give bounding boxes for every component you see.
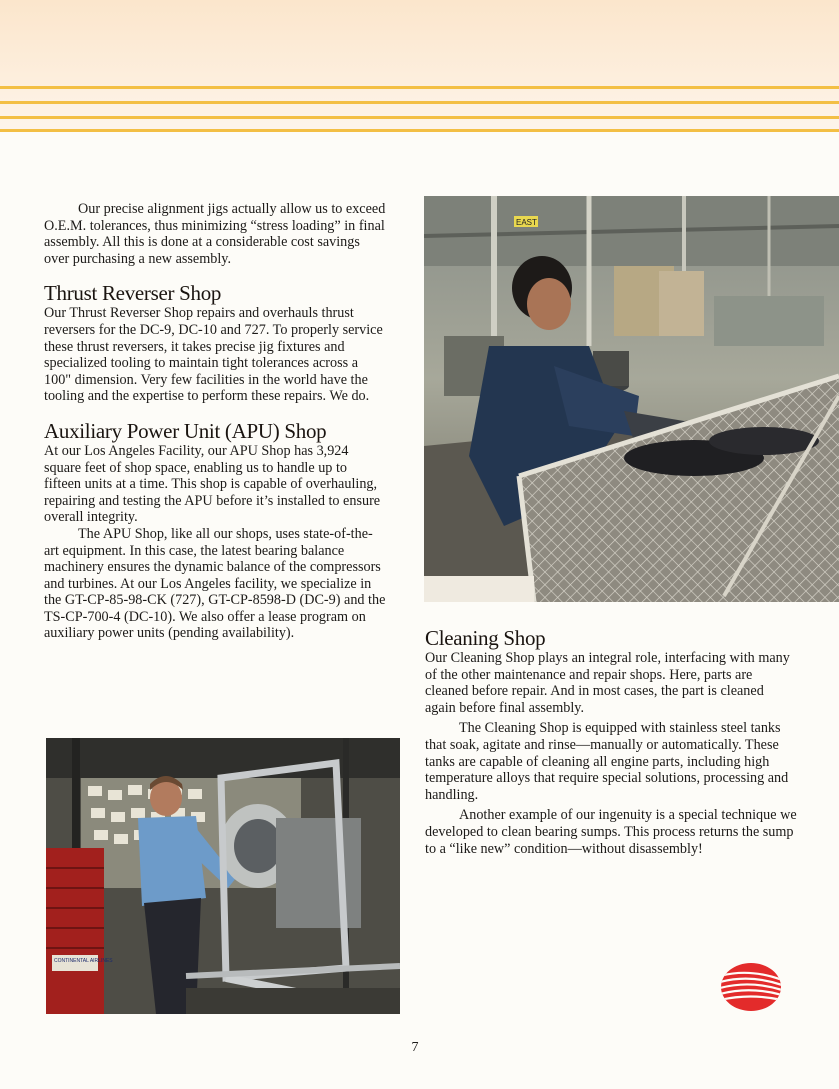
cabinet-label: CONTINENTAL AIRLINES	[54, 958, 113, 964]
continental-globe-logo	[720, 962, 782, 1012]
cleaning-paragraph-1: Our Cleaning Shop plays an integral role, interfacing with many of the other maintenance and repair shops. Here, parts are cleaned before repair. And in most cases, the part is cleaned again before final assembly.	[425, 650, 790, 716]
left-column	[44, 201, 386, 642]
apu-paragraph-1: At our Los Angeles Facility, our APU Shop has 3,924 square feet of shop space, enabling us to handle up to fifteen units at a time. This shop is capable of overhauling, repairing and testing the APU before it’s installed to ensure overall integrity.	[44, 442, 381, 526]
cleaning-shop-illustration	[424, 196, 839, 602]
header-stripe	[0, 129, 839, 132]
cleaning-heading: Cleaning Shop	[425, 626, 546, 650]
cleaning-paragraph-2: The Cleaning Shop is equipped with stainless steel tanks that soak, agitate and rinse—manually or automatically. These tanks are capable of cleaning all engine parts, including high temperature alloys that require special solutions, processing and handling.	[425, 720, 789, 803]
intro-paragraph: Our precise alignment jigs actually allow us to exceed O.E.M. tolerances, thus minimizing “stress loading” in final assembly. All this is done at a considerable cost savings over purchasing a new assembly.	[44, 201, 386, 267]
thrust-reverser-heading: Thrust Reverser Shop	[44, 281, 222, 306]
cleaning-shop-photo	[424, 196, 839, 602]
thrust-reverser-paragraph: Our Thrust Reverser Shop repairs and overhauls thrust reversers for the DC-9, DC-10 and 727. To properly service these thrust reversers, it takes precise jig fixtures and specialized tooling to maintain tight tolerances across a 100" dimension. Very few facilities in the world have the tooling and the expertise to perform these repairs. We do.	[44, 305, 383, 405]
header-band	[0, 0, 839, 132]
header-stripe	[0, 86, 839, 89]
cleaning-paragraph-3: Another example of our ingenuity is a special technique we developed to clean bearing sumps. This process returns the sump to a “like new” condition—without disassembly!	[425, 807, 797, 857]
apu-paragraph-2: The APU Shop, like all our shops, uses state-of-the-art equipment. In this case, the latest bearing balance machinery ensures the dynamic balance of the compressors and turbines. At our Los Angeles facility, we specialize in the GT-CP-85-98-CK (727), GT-CP-8598-D (DC-9) and the TS-CP-700-4 (DC-10). We also offer a lease program on auxiliary power units (pending availability).	[44, 525, 386, 642]
apu-heading: Auxiliary Power Unit (APU) Shop	[44, 418, 327, 443]
apu-shop-photo	[46, 738, 400, 1014]
header-stripe	[0, 116, 839, 119]
east-sign-text: EAST	[516, 218, 537, 227]
right-column	[425, 626, 797, 857]
page-number: 7	[411, 1040, 419, 1055]
apu-shop-illustration	[46, 738, 400, 1014]
header-stripe	[0, 101, 839, 104]
